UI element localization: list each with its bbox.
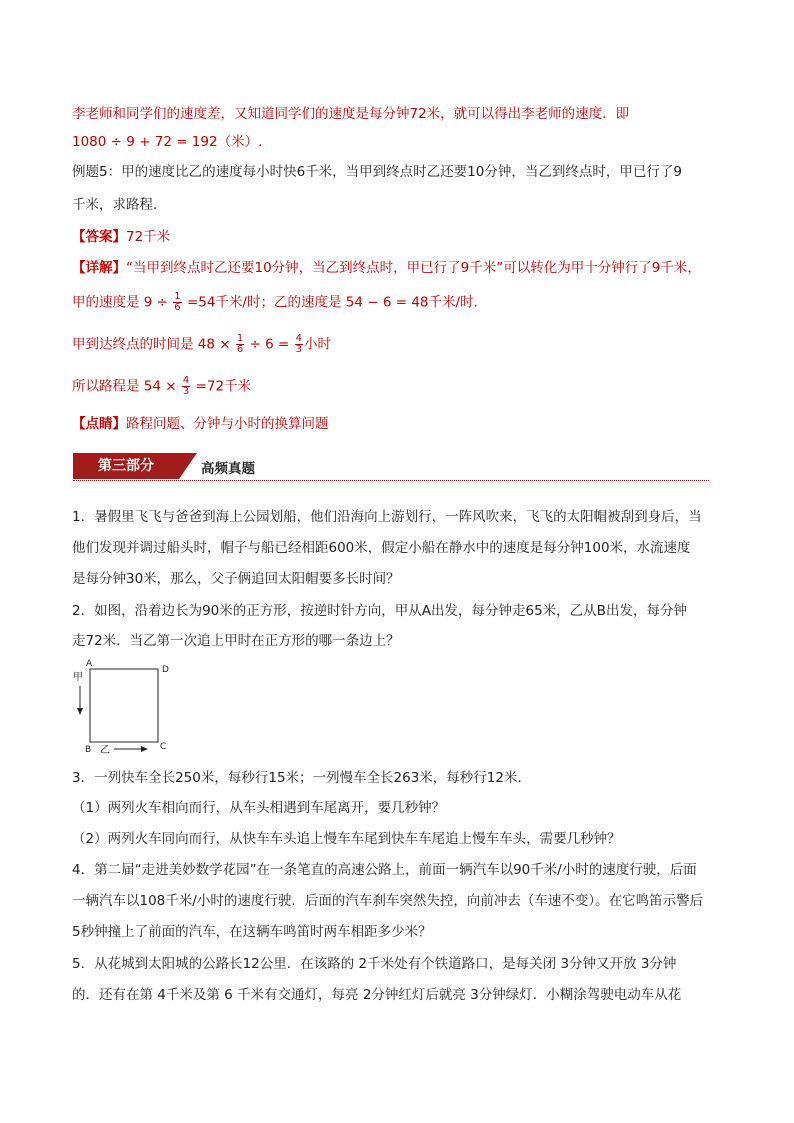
keypoint-text: 路程问题、分钟与小时的换算问题 — [126, 416, 329, 432]
keypoint-row — [72, 414, 329, 434]
problem-2-line-2: 走72米．当乙第一次追上甲时在正方形的哪一条边上？ — [72, 633, 400, 649]
dist-suffix: =72千米 — [191, 378, 252, 395]
yi-arrowhead — [141, 746, 148, 752]
fraction-one-sixth — [173, 292, 181, 313]
vertex-c-label: C — [160, 742, 167, 752]
problem-4-line-3: 5秒钟撞上了前面的汽车，在这辆车鸣笛时两车相距多少米？ — [72, 924, 432, 940]
example5-line-2: 千米，求路程． — [72, 197, 167, 213]
problem-3-question-1: （1）两列火车相向而行，从车头相遇到车尾离开，要几秒钟？ — [72, 800, 446, 816]
speed-a-prefix: 甲的速度是 9 ÷ — [72, 294, 173, 311]
speed-formula — [72, 292, 487, 313]
fraction-denominator: 6 — [174, 302, 181, 313]
time-prefix: 甲到达终点的时间是 48 × — [72, 336, 235, 353]
jia-label: 甲 — [73, 672, 83, 683]
answer-row — [72, 227, 170, 247]
vertex-a-label: A — [86, 659, 93, 669]
fraction-numerator: 4 — [182, 375, 190, 386]
time-formula — [72, 334, 331, 355]
fraction-four-thirds — [295, 334, 303, 355]
problem-4-line-1: 4．第二届“走进美妙数学花园”在一条笔直的高速公路上，前面一辆汽车以90千米/小时的速度行驶，后面 — [72, 862, 697, 878]
yi-label: 乙 — [100, 745, 110, 756]
fraction-numerator: 4 — [295, 333, 303, 344]
intro-line-2: 1080 ÷ 9 + 72 = 192（米）. — [72, 134, 263, 150]
detail-label: 【详解】 — [72, 260, 126, 276]
section-tab-notch — [179, 453, 197, 479]
fraction-one-sixth — [236, 334, 244, 355]
answer-label: 【答案】 — [72, 229, 126, 245]
vertex-d-label: D — [162, 665, 169, 675]
problem-1-line-2: 他们发现并调过船头时，帽子与船已经相距600米，假定小船在静水中的速度是每分钟100米，水流速度 — [72, 540, 691, 556]
keypoint-label: 【点睛】 — [72, 416, 126, 432]
vertex-b-label: B — [85, 745, 92, 755]
section-title: 高频真题 — [201, 461, 255, 477]
dist-prefix: 所以路程是 54 × — [72, 378, 181, 395]
detail-text: “当甲到终点时乙还要10分钟，当乙到终点时，甲已行了9千米”可以转化为甲十分钟行了9千米， — [126, 260, 701, 276]
speed-a-suffix: =54千米/时；乙的速度是 54 − 6 = 48千米/时． — [182, 294, 488, 311]
problem-4-line-2: 一辆汽车以108千米/小时的速度行驶．后面的汽车刹车突然失控，向前冲去（车速不变）。在它鸣笛示警后 — [72, 893, 704, 909]
answer-value: 72千米 — [126, 229, 171, 245]
detail-row — [72, 258, 701, 278]
intro-line-1: 李老师和同学们的速度差，又知道同学们的速度是每分钟72米，就可以得出李老师的速度．即 — [72, 106, 630, 122]
fraction-denominator: 6 — [236, 344, 244, 355]
time-suffix: 小时 — [304, 336, 332, 353]
fraction-denominator: 3 — [182, 386, 190, 397]
square-outline — [90, 669, 158, 742]
fraction-numerator: 1 — [236, 333, 244, 344]
section-divider — [73, 480, 709, 481]
fraction-numerator: 1 — [174, 291, 181, 302]
square-diagram — [70, 656, 180, 756]
problem-5-line-2: 的．还有在第 4千米及第 6 千米有交通灯，每亮 2分钟红灯后就亮 3分钟绿灯．小糊涂驾驶电动车从花 — [72, 987, 682, 1003]
section-tab: 第三部分 — [73, 453, 179, 479]
problem-3-question-2: （2）两列火车同向而行，从快车车头追上慢车车尾到快车车尾追上慢车车头，需要几秒钟？ — [72, 831, 621, 847]
fraction-denominator: 3 — [295, 344, 303, 355]
distance-formula — [72, 376, 251, 397]
jia-arrowhead — [77, 708, 83, 715]
section-header — [73, 453, 709, 483]
example5-line-1: 例题5：甲的速度比乙的速度每小时快6千米，当甲到终点时乙还要10分钟，当乙到终点时，甲已行了9 — [72, 164, 682, 180]
fraction-four-thirds — [182, 376, 190, 397]
problem-1-line-3: 是每分钟30米，那么，父子俩追回太阳帽要多长时间？ — [72, 571, 400, 587]
problem-3-line-1: 3．一列快车全长250米，每秒行15米；一列慢车全长263米，每秒行12米． — [72, 770, 531, 786]
time-mid: ÷ 6 = — [245, 336, 294, 353]
problem-2-line-1: 2．如图，沿着边长为90米的正方形，按逆时针方向，甲从A出发，每分钟走65米，乙从B出发，每分钟 — [72, 603, 687, 619]
problem-1-line-1: 1．暑假里飞飞与爸爸到海上公园划船，他们沿海向上游划行，一阵风吹来，飞飞的太阳帽被刮到身后，当 — [72, 509, 702, 525]
problem-5-line-1: 5．从花城到太阳城的公路长12公里．在该路的 2千米处有个铁道路口，是每关闭 3分钟又开放 3分钟 — [72, 956, 677, 972]
